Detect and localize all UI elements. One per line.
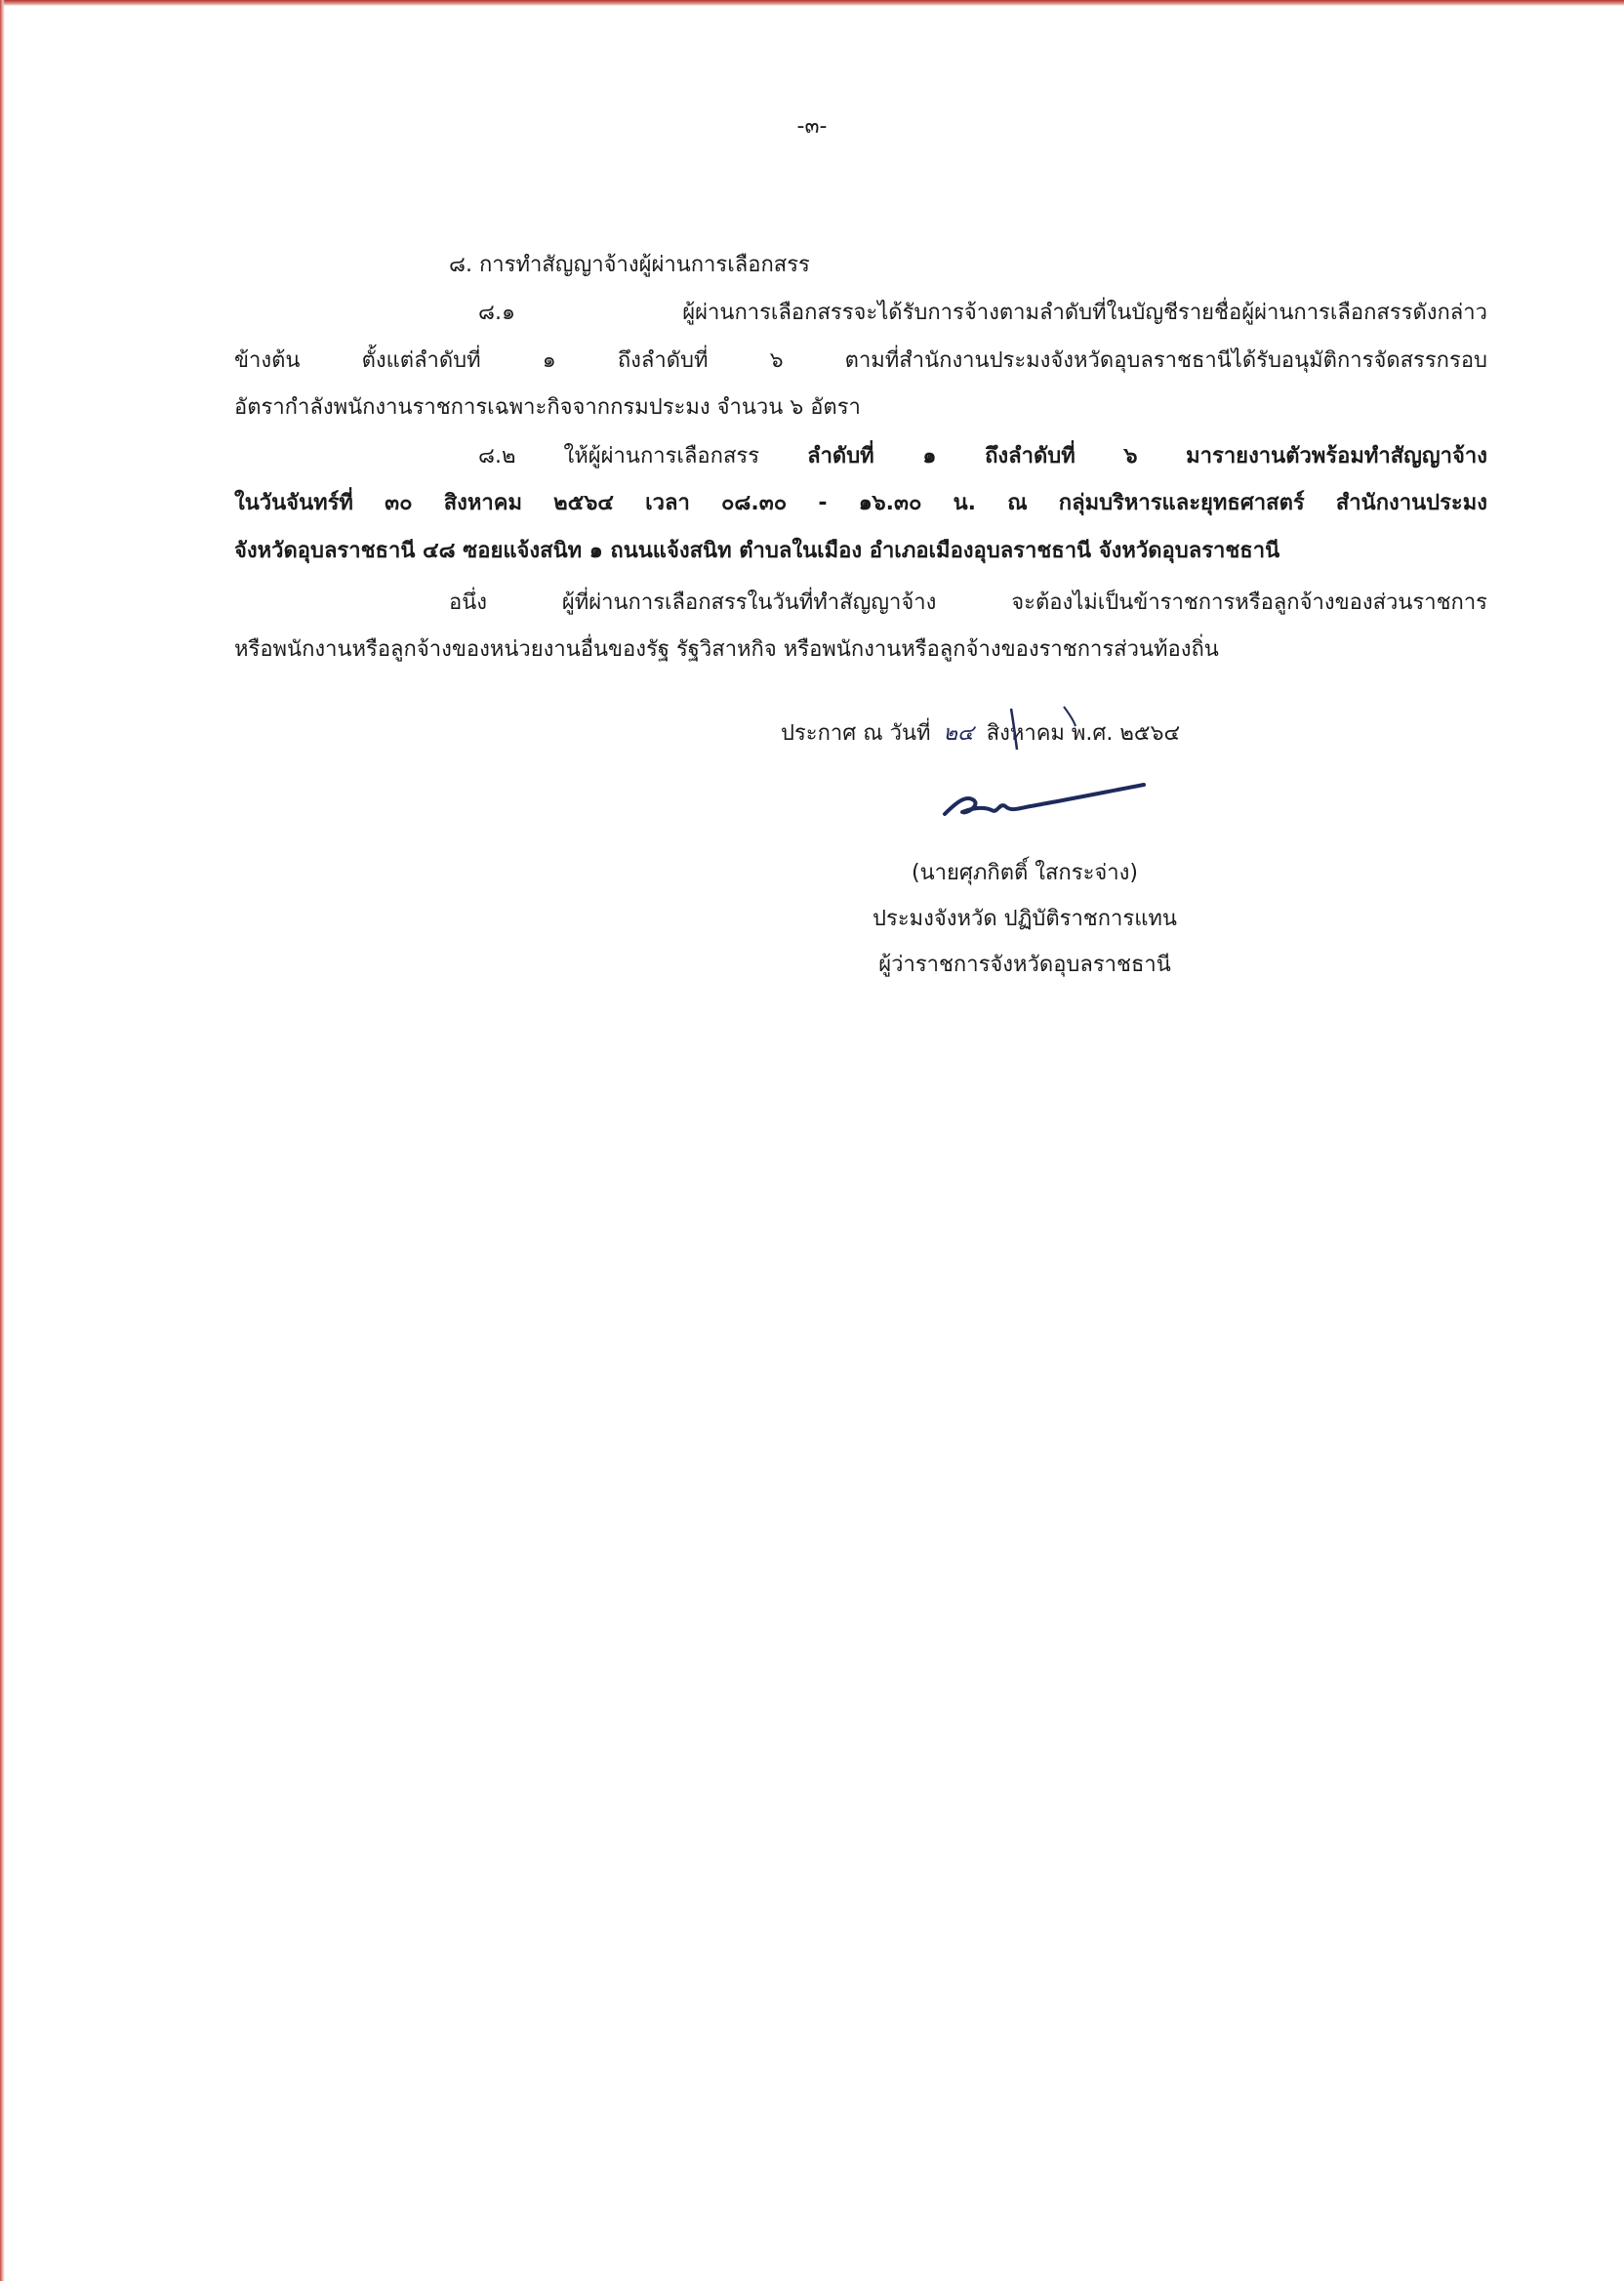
item-8-2-line-2: ในวันจันทร์ที่ ๓๐ สิงหาคม ๒๕๖๔ เวลา ๐๘.๓๐ - ๑๖.๓๐ น. ณ กลุ่มบริหารและยุทธศาสตร์ สำนักงานประมง bbox=[234, 491, 1487, 515]
item-8-1-line-3: อัตรากำลังพนักงานราชการเฉพาะกิจจากกรมประมง จำนวน ๖ อัตรา bbox=[234, 395, 861, 420]
day-handwritten-mark bbox=[1005, 701, 1093, 759]
signature-image bbox=[937, 773, 1152, 832]
note-line-2: หรือพนักงานหรือลูกจ้างของหน่วยงานอื่นของรัฐ รัฐวิสาหกิจ หรือพนักงานหรือลูกจ้างของราชการส่วนท้องถิ่น bbox=[234, 637, 1219, 662]
item-8-2-line-3: จังหวัดอุบลราชธานี ๔๘ ซอยแจ้งสนิท ๑ ถนนแจ้งสนิท ตำบลในเมือง อำเภอเมืองอุบลราชธานี จังหวัดอุบลราชธานี bbox=[234, 539, 1280, 563]
section-8-heading: ๘. การทำสัญญาจ้างผู้ผ่านการเลือกสรร bbox=[449, 253, 810, 277]
signatory-title-2: ผู้ว่าราชการจังหวัดอุบลราชธานี bbox=[878, 953, 1171, 977]
item-8-2-line-1 bbox=[478, 439, 1487, 474]
item-8-1-line-1: ๘.๑ ผู้ผ่านการเลือกสรรจะได้รับการจ้างตามลำดับที่ในบัญชีรายชื่อผู้ผ่านการเลือกสรรดังกล่าว bbox=[478, 301, 1487, 325]
note-line-1: อนึ่ง ผู้ที่ผ่านการเลือกสรรในวันที่ทำสัญญาจ้าง จะต้องไม่เป็นข้าราชการหรือลูกจ้างของส่วนราชการ bbox=[449, 591, 1487, 615]
signatory-title-1: ประมงจังหวัด ปฏิบัติราชการแทน bbox=[873, 907, 1177, 931]
item-8-1-line-2: ข้างต้น ตั้งแต่ลำดับที่ ๑ ถึงลำดับที่ ๖ ตามที่สำนักงานประมงจังหวัดอุบลราชธานีได้รับอนุมัติการจัดสรรกรอบ bbox=[234, 348, 1487, 373]
announcement-date bbox=[781, 716, 1180, 752]
item-8-2-line-1-bold: ลำดับที่ ๑ ถึงลำดับที่ ๖ มารายงานตัวพร้อมทำสัญญาจ้าง bbox=[807, 444, 1487, 468]
announcement-prefix: ประกาศ ณ วันที่ bbox=[781, 721, 931, 746]
announcement-day: ๒๔ bbox=[943, 721, 974, 746]
signatory-name: (นายศุภกิตติ์ ใสกระจ่าง) bbox=[912, 861, 1138, 885]
announcement-suffix: สิงหาคม พ.ศ. ๒๕๖๔ bbox=[986, 721, 1181, 746]
page-number: -๓- bbox=[796, 114, 828, 139]
item-8-2-line-1-normal: ๘.๒ ให้ผู้ผ่านการเลือกสรร bbox=[478, 444, 808, 468]
